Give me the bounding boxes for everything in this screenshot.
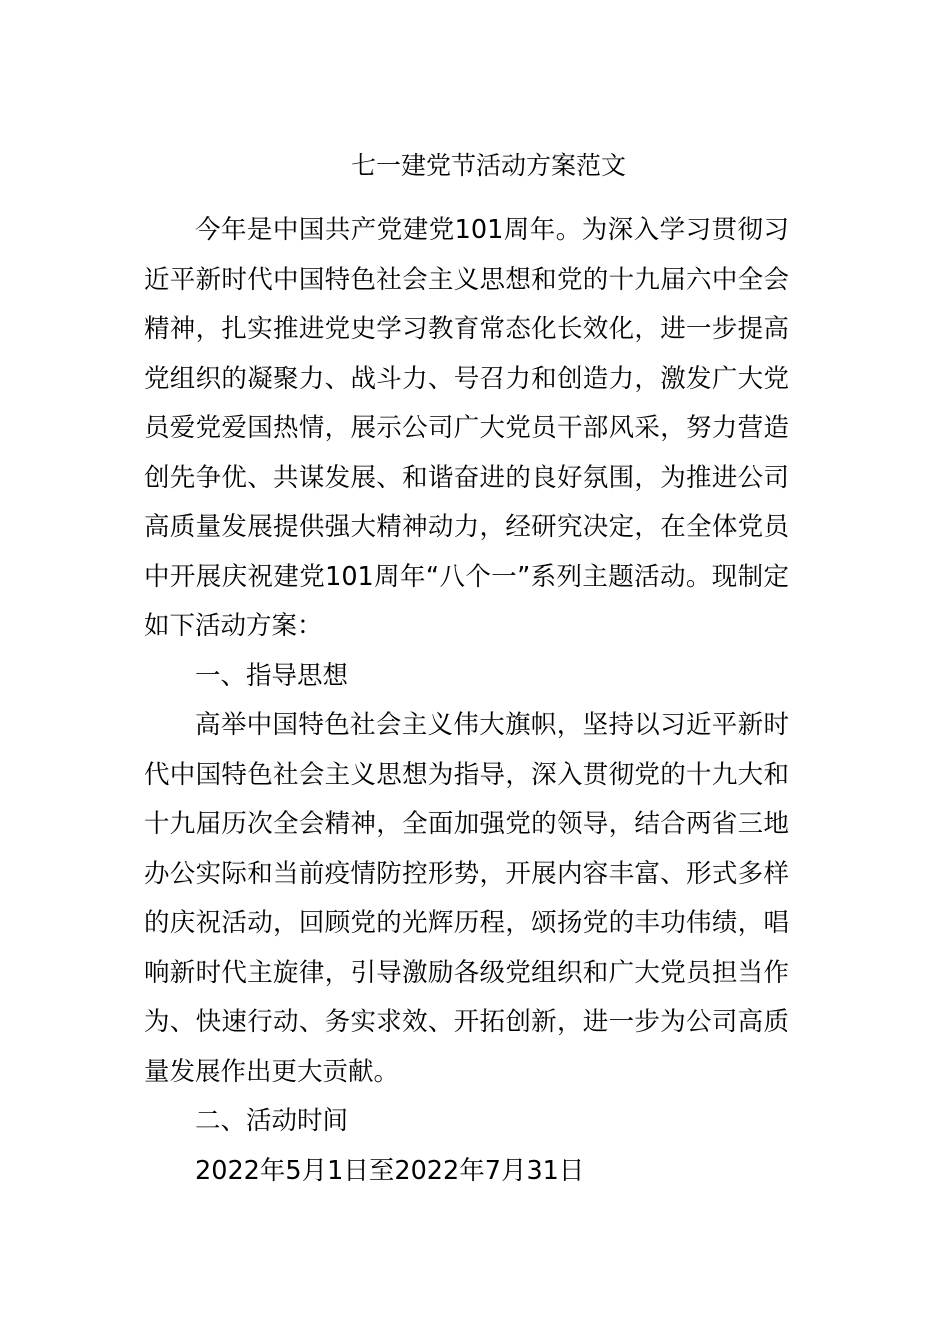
- activity-time-paragraph: 2022年5月1日至2022年7月31日: [195, 1155, 585, 1186]
- section-heading-activity-time: 二、活动时间: [195, 1106, 349, 1136]
- document-title: 七一建党节活动方案范文: [350, 151, 626, 180]
- guiding-thought-paragraph: 高举中国特色社会主义伟大旗帜，坚持以习近平新时代中国特色社会主义思想为指导，深入贯彻党的十九大和十九届历次全会精神，全面加强党的领导，结合两省三地办公实际和当前疫情防控形势，开展内容丰富、形式多样的庆祝活动，回顾党的光辉历程，颂扬党的丰功伟绩，唱响新时代主旋律，引导激励各级党组织和广大党员担当作为、快速行动、务实求效、开拓创新，进一步为公司高质量发展作出更大贡献。: [144, 710, 789, 1087]
- document-body: [144, 206, 789, 1196]
- section-heading-guiding-thought: 一、指导思想: [195, 660, 349, 691]
- intro-paragraph: 今年是中国共产党建党101周年。为深入学习贯彻习近平新时代中国特色社会主义思想和党的十九届六中全会精神，扎实推进党史学习教育常态化长效化，进一步提高党组织的凝聚力、战斗力、号召力和创造力，激发广大党员爱党爱国热情，展示公司广大党员干部风采，努力营造创先争优、共谋发展、和谐奋进的良好氛围，为推进公司高质量发展提供强大精神动力，经研究决定，在全体党员中开展庆祝建党101周年“八个一”系列主题活动。现制定如下活动方案：: [144, 215, 789, 641]
